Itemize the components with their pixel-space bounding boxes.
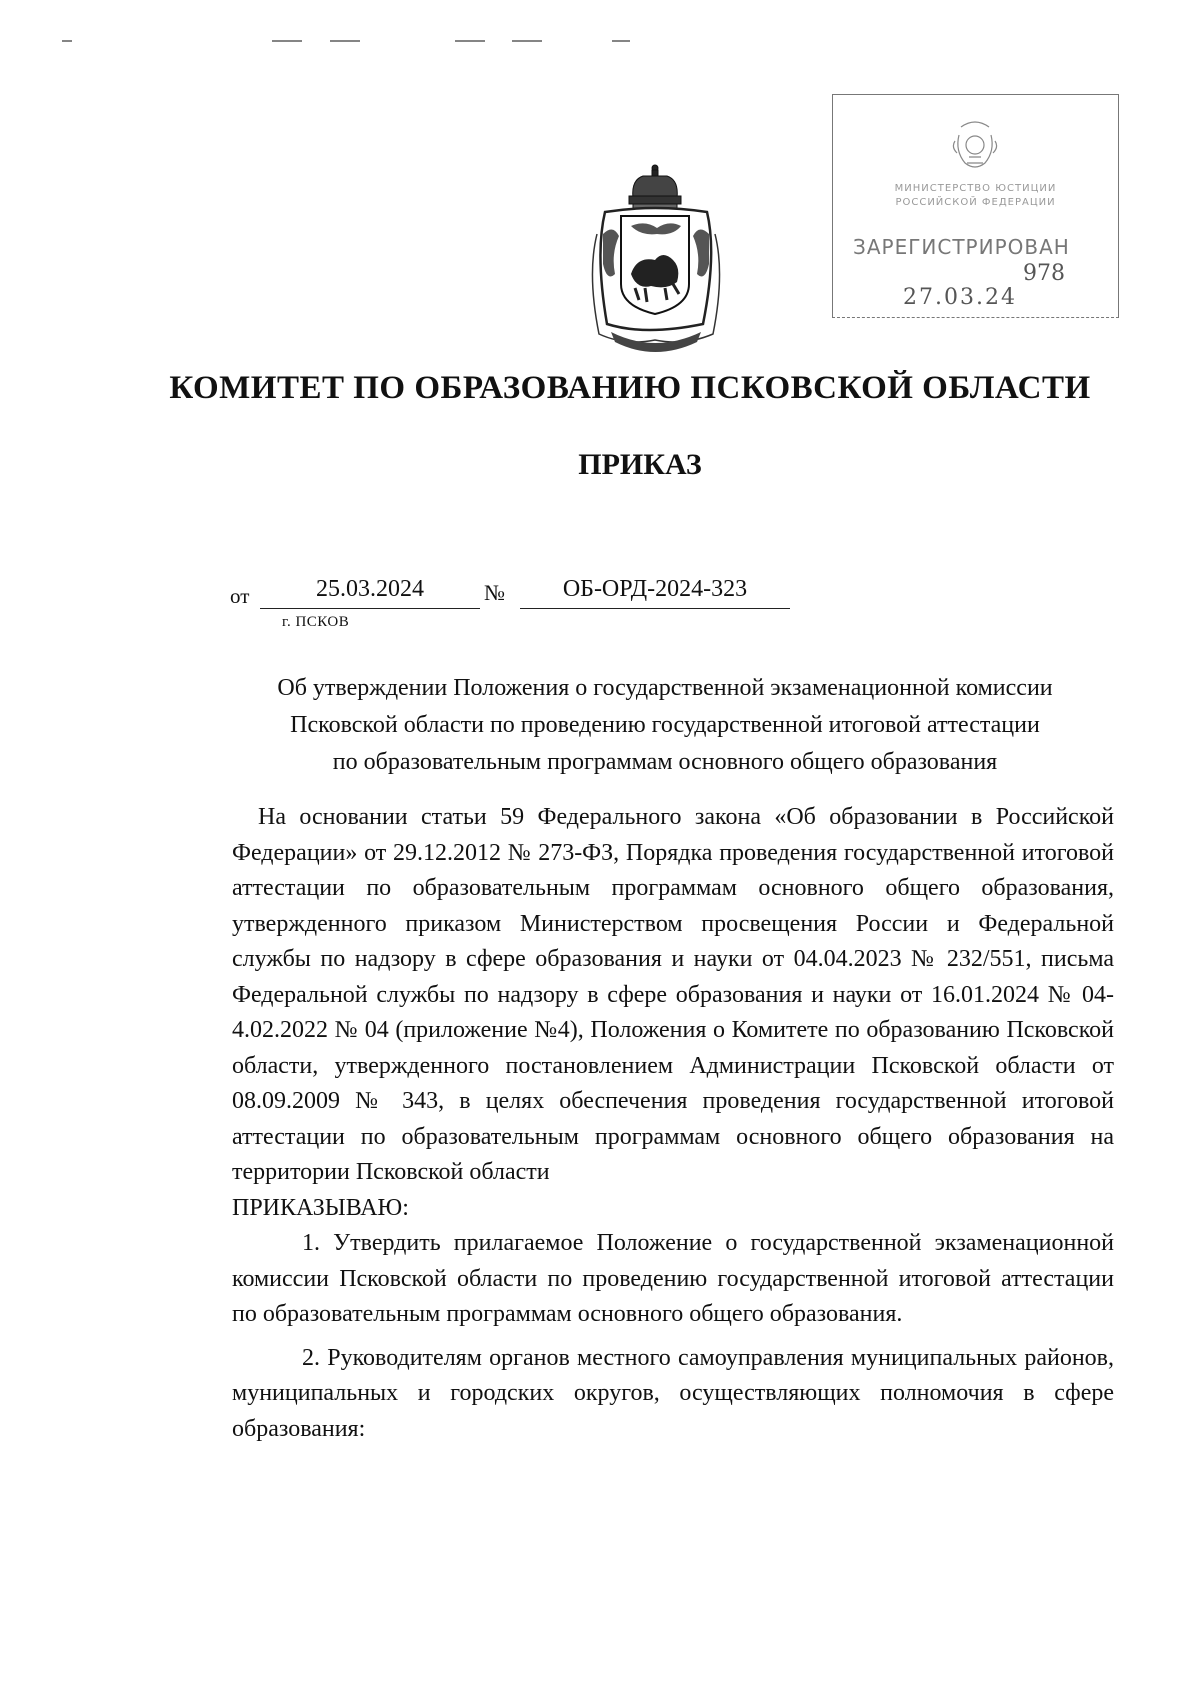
registration-stamp: [832, 94, 1119, 318]
document-body: [232, 800, 1114, 1455]
document-subject: [200, 670, 1130, 781]
number-label: №: [484, 580, 505, 605]
organization-title: КОМИТЕТ ПО ОБРАЗОВАНИЮ ПСКОВСКОЙ ОБЛАСТИ: [169, 370, 1091, 406]
preamble-paragraph: На основании статьи 59 Федерального закона «Об образовании в Российской Федерации» от 29.12.2012 № 273-ФЗ, Порядка проведения государственной итоговой аттестации по образовательным программам основного общего образования, утвержденного приказом Министерством просвещения России и Федеральной службы по надзору в сфере образования и науки от 04.04.2023 № 232/551, письма Федеральной службы по надзору в сфере образования и науки от 16.01.2024 № 04-4.02.2022 № 04 (приложение №4), Положения о Комитете по образованию Псковской области, утвержденного постановлением Администрации Псковской области от 08.09.2009 № 343, в целях обеспечения проведения государственной итоговой аттестации по образовательным программам основного общего образования на территории Псковской области: [232, 804, 1114, 1185]
order-item-2: 2. Руководителям органов местного самоуправления муниципальных районов, муниципальных и городских округов, осуществляющих полномочия в сфере образования:: [232, 1344, 1114, 1442]
document-type: ПРИКАЗ: [578, 448, 702, 481]
stamp-date: 27.03.24: [903, 285, 1017, 310]
subject-line-3: по образовательным программам основного общего образования: [332, 749, 998, 775]
order-word: ПРИКАЗЫВАЮ:: [232, 1194, 409, 1221]
subject-line-1: Об утверждении Положения о государственной экзаменационной комиссии: [277, 675, 1053, 701]
coat-of-arms-emblem: [585, 164, 755, 356]
stamp-emblem-icon: [951, 117, 999, 175]
scan-artifacts: [0, 28, 1200, 48]
document-city: г. ПСКОВ: [282, 614, 350, 630]
stamp-title: ЗАРЕГИСТРИРОВАН: [853, 235, 1070, 259]
order-item-1: 1. Утвердить прилагаемое Положение о государственной экзаменационной комиссии Псковской области по проведению государственной итоговой аттестации по образовательным программам основного общего образования.: [232, 1230, 1114, 1327]
subject-line-2: Псковской области по проведению государственной итоговой аттестации: [290, 712, 1040, 738]
document-number: ОБ-ОРД-2024-323: [520, 576, 790, 609]
stamp-org-line-2: РОССИЙСКОЙ ФЕДЕРАЦИИ: [895, 197, 1056, 208]
stamp-number: 978: [1023, 261, 1065, 286]
document-date: 25.03.2024: [260, 576, 480, 609]
date-label: от: [230, 584, 250, 608]
stamp-org-line-1: МИНИСТЕРСТВО ЮСТИЦИИ: [894, 183, 1057, 194]
document-requisites: [230, 576, 790, 616]
